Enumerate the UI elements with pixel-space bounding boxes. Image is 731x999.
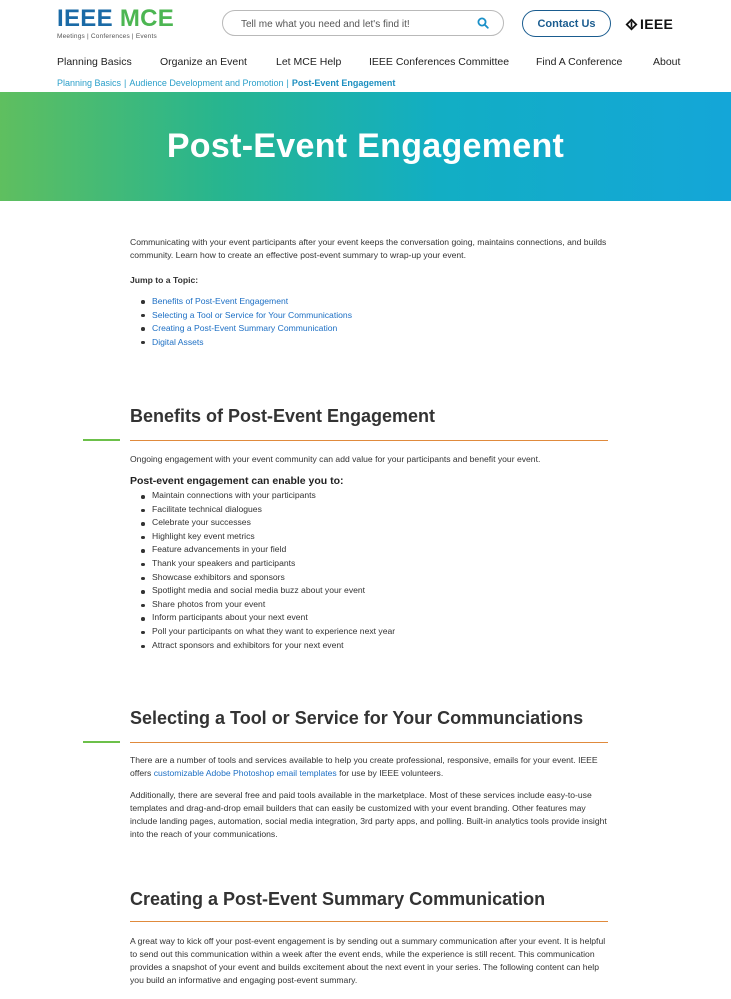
summary-section — [130, 888, 610, 910]
topic-link-selecting-tool[interactable]: Selecting a Tool or Service for Your Communications — [140, 309, 610, 323]
benefits-section — [130, 405, 610, 427]
page-title: Post-Event Engagement — [166, 127, 565, 165]
benefits-text: Ongoing engagement with your event community can add value for your participants and benefit your event. — [130, 454, 541, 464]
list-item: Inform participants about your next event — [140, 612, 610, 626]
intro-text: Communicating with your event participants after your event keeps the conversation going, maintains connections, and builds community. Learn how to create an effective post-event summary to wrap-up your event. — [130, 237, 607, 260]
logo-tagline: Meetings | Conferences | Events — [57, 33, 157, 40]
tools-body — [130, 754, 610, 841]
list-item: Showcase exhibitors and sponsors — [140, 572, 610, 586]
benefits-body — [130, 453, 610, 653]
breadcrumb-audience-development[interactable]: Audience Development and Promotion — [129, 78, 284, 88]
tools-accent-line — [83, 741, 120, 743]
benefits-accent-line — [83, 439, 120, 441]
breadcrumb-separator: | — [124, 78, 127, 88]
search-icon[interactable] — [477, 17, 489, 29]
breadcrumb-planning-basics[interactable]: Planning Basics — [57, 78, 122, 88]
list-item: Poll your participants on what they want to experience next year — [140, 626, 610, 640]
tools-rule — [130, 742, 608, 743]
ieee-logo[interactable]: IEEE — [625, 16, 673, 32]
search-input[interactable] — [239, 15, 473, 33]
site-header — [0, 0, 731, 49]
benefits-heading: Benefits of Post-Event Engagement — [130, 406, 436, 426]
search-box — [222, 10, 504, 36]
jump-label: Jump to a Topic: — [130, 275, 199, 285]
tools-paragraph-2: Additionally, there are several free and paid tools available in the marketplace. Most of these services include easy-to-use templates and drag-and-drop email builders that can easily be customized with your event branding. Other features may include landing pages, automation, social media integration, 3rd party apps, and polling. Built-in analytics tools provide insight into the reach of your communications. — [130, 790, 607, 839]
list-item: Facilitate technical dialogues — [140, 504, 610, 518]
tools-section — [130, 707, 610, 729]
main-nav — [0, 56, 731, 72]
tools-heading: Selecting a Tool or Service for Your Communciations — [130, 708, 584, 728]
nav-ieee-conferences-committee[interactable]: IEEE Conferences Committee — [369, 56, 510, 68]
list-item: Share photos from your event — [140, 599, 610, 613]
benefits-list — [130, 490, 610, 653]
list-item: Maintain connections with your participants — [140, 490, 610, 504]
nav-let-mce-help[interactable]: Let MCE Help — [276, 56, 342, 68]
topic-link-benefits[interactable]: Benefits of Post-Event Engagement — [140, 295, 610, 309]
list-item: Spotlight media and social media buzz about your event — [140, 585, 610, 599]
contact-us-button[interactable]: Contact Us — [522, 10, 611, 37]
tools-paragraph-1: There are a number of tools and services available to help you create professional, responsive, emails for your event. IEEE offers customizable Adobe Photoshop email templates for use by IEEE volunteers. — [130, 755, 598, 778]
summary-rule — [130, 921, 608, 922]
hero-banner — [0, 92, 731, 201]
list-item: Celebrate your successes — [140, 517, 610, 531]
ieee-mce-logo[interactable] — [57, 7, 174, 40]
topic-link-digital-assets[interactable]: Digital Assets — [140, 336, 610, 350]
topic-list — [130, 295, 610, 349]
list-item: Feature advancements in your field — [140, 544, 610, 558]
intro-section — [130, 236, 610, 349]
nav-find-a-conference[interactable]: Find A Conference — [536, 56, 623, 68]
summary-text: A great way to kick off your post-event engagement is by sending out a summary communication after your event. It is helpful to send out this communication within a week after the event ends, while the experience is still recent. This communication provides a snapshot of your event and builds excitement about the next event in your series. The following content can help you build an informative and engaging post-event summary. — [130, 936, 606, 985]
logo-wordmark: IEEE MCE — [57, 5, 175, 32]
list-item: Attract sponsors and exhibitors for your next event — [140, 640, 610, 654]
summary-heading: Creating a Post-Event Summary Communication — [130, 889, 546, 909]
breadcrumb-current: Post-Event Engagement — [291, 78, 396, 88]
nav-about[interactable]: About — [653, 56, 681, 68]
enable-heading: Post-event engagement can enable you to: — [130, 475, 344, 487]
list-item: Thank your speakers and participants — [140, 558, 610, 572]
summary-body — [130, 935, 610, 987]
nav-organize-an-event[interactable]: Organize an Event — [160, 56, 247, 68]
breadcrumb-separator: | — [286, 78, 289, 88]
email-templates-link[interactable]: customizable Adobe Photoshop email templates — [153, 768, 337, 778]
benefits-rule — [130, 440, 608, 441]
ieee-diamond-icon — [625, 18, 638, 31]
breadcrumb — [57, 78, 395, 88]
list-item: Highlight key event metrics — [140, 531, 610, 545]
topic-link-summary[interactable]: Creating a Post-Event Summary Communication — [140, 322, 610, 336]
nav-planning-basics[interactable]: Planning Basics — [57, 56, 132, 68]
